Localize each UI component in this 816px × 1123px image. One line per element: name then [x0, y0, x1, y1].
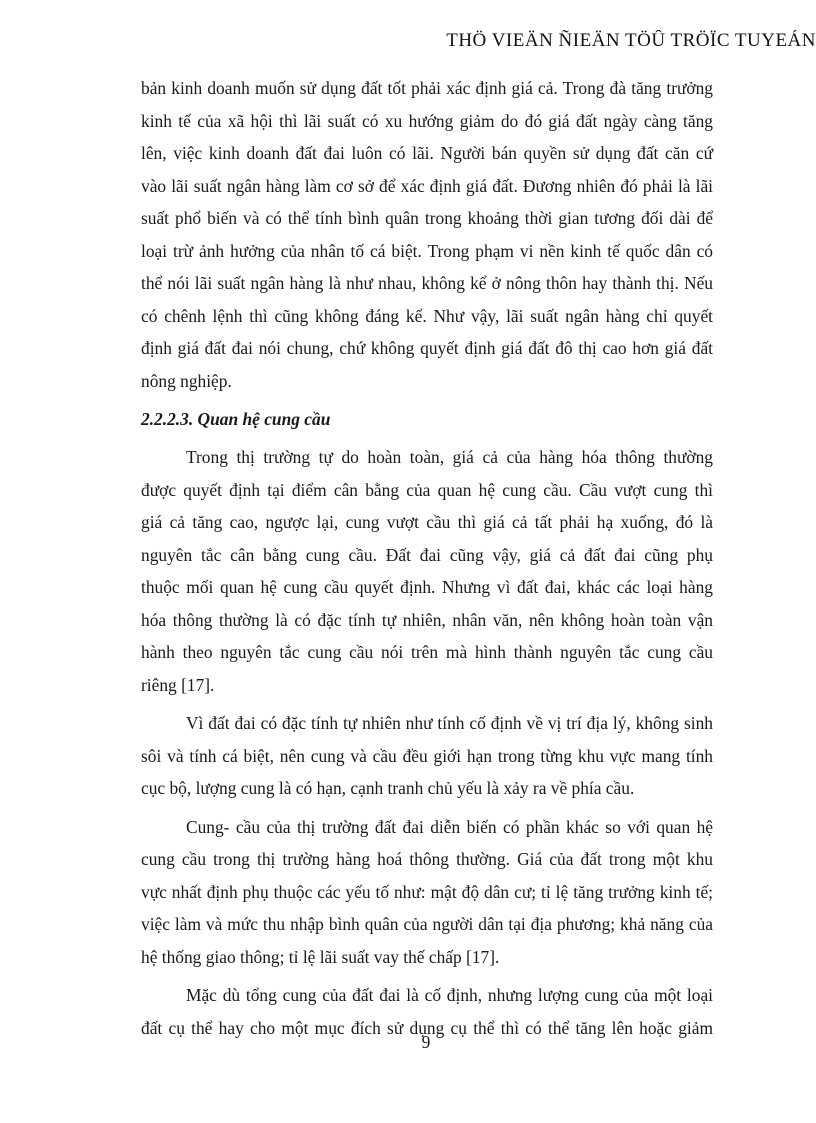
text-line: vực nhất định phụ thuộc các yếu tố như: mật độ dân cư; tỉ lệ tăng trưởng kinh tế;: [141, 881, 713, 902]
document-body: [141, 72, 713, 1044]
text-line: hành theo nguyên tắc cung cầu nói trên mà hình thành nguyên tắc cung cầu: [141, 642, 713, 662]
text-line: suất phổ biến và có thể tính bình quân trong khoảng thời gian tương đối dài để: [141, 208, 713, 228]
text-line: Vì đất đai có đặc tính tự nhiên như tính cố định về vị trí địa lý, không sinh: [186, 713, 713, 733]
text-line: hệ thống giao thông; tỉ lệ lãi suất vay thế chấp [17].: [141, 946, 500, 967]
text-line: lên, việc kinh doanh đất đai luôn có lãi. Người bán quyền sử dụng đất căn cứ: [141, 143, 713, 163]
text-line: đất cụ thể hay cho một mục đích sử dụng cụ thể thì có thể tăng lên hoặc giảm: [141, 1017, 713, 1038]
text-line: kinh tế của xã hội thì lãi suất có xu hướng giảm do đó giá đất ngày càng tăng: [141, 110, 713, 131]
paragraph: [141, 72, 713, 397]
paragraph: [141, 707, 713, 805]
text-line: cung cầu trong thị trường hàng hoá thông thường. Giá của đất trong một khu: [141, 849, 713, 869]
text-line: sôi và tính cá biệt, nên cung và cầu đều giới hạn trong từng khu vực mang tính: [141, 745, 713, 766]
text-line: vào lãi suất ngân hàng làm cơ sở để xác định giá đất. Đương nhiên đó phải là lãi: [141, 175, 713, 196]
text-line: hóa thông thường là có đặc tính tự nhiên, nhân văn, nên không hoàn toàn vận: [141, 609, 713, 630]
text-line: Cung- cầu của thị trường đất đai diễn biến có phần khác so với quan hệ: [186, 816, 713, 837]
text-line: bản kinh doanh muốn sử dụng đất tốt phải xác định giá cả. Trong đà tăng trưởng: [141, 78, 713, 98]
text-line: thuộc mối quan hệ cung cầu quyết định. Nhưng vì đất đai, khác các loại hàng: [141, 577, 713, 597]
page-header: THÖ VIEÄN ÑIEÄN TÖÛ TRÖÏC TUYEÁN: [446, 30, 816, 51]
text-line: Trong thị trường tự do hoàn toàn, giá cả của hàng hóa thông thường: [186, 447, 713, 467]
text-line: có chênh lệnh thì cũng không đáng kể. Như vậy, lãi suất ngân hàng chỉ quyết: [141, 305, 713, 326]
text-line: thể nói lãi suất ngân hàng là như nhau, không kể ở nông thôn hay thành thị. Nếu: [141, 273, 713, 293]
text-line: việc làm và mức thu nhập bình quân của người dân tại địa phương; khả năng của: [141, 914, 713, 934]
page-number: 9: [421, 1032, 431, 1052]
text-line: loại trừ ảnh hưởng của nhân tố cá biệt. Trong phạm vi nền kinh tế quốc dân có: [141, 240, 713, 261]
text-line: Mặc dù tổng cung của đất đai là cố định, nhưng lượng cung của một loại: [186, 985, 713, 1005]
text-line: cục bộ, lượng cung là có hạn, cạnh tranh chủ yếu là xảy ra về phía cầu.: [141, 778, 635, 798]
section-heading: 2.2.2.3. Quan hệ cung cầu: [141, 409, 331, 429]
text-line: được quyết định tại điểm cân bằng của quan hệ cung cầu. Cầu vượt cung thì: [141, 479, 713, 500]
paragraph: [141, 441, 713, 701]
text-line: riêng [17].: [141, 674, 215, 695]
text-line: định giá đất đai nói chung, chứ không quyết định giá đất đô thị cao hơn giá đất: [141, 338, 713, 358]
text-line: nguyên tắc cân bằng cung cầu. Đất đai cũng vậy, giá cả đất đai cũng phụ: [141, 544, 713, 565]
text-line: nông nghiệp.: [141, 370, 232, 391]
paragraph: [141, 811, 713, 974]
text-line: giá cả tăng cao, ngược lại, cung vượt cầu thì giá cả tất phải hạ xuống, đó là: [141, 512, 713, 532]
